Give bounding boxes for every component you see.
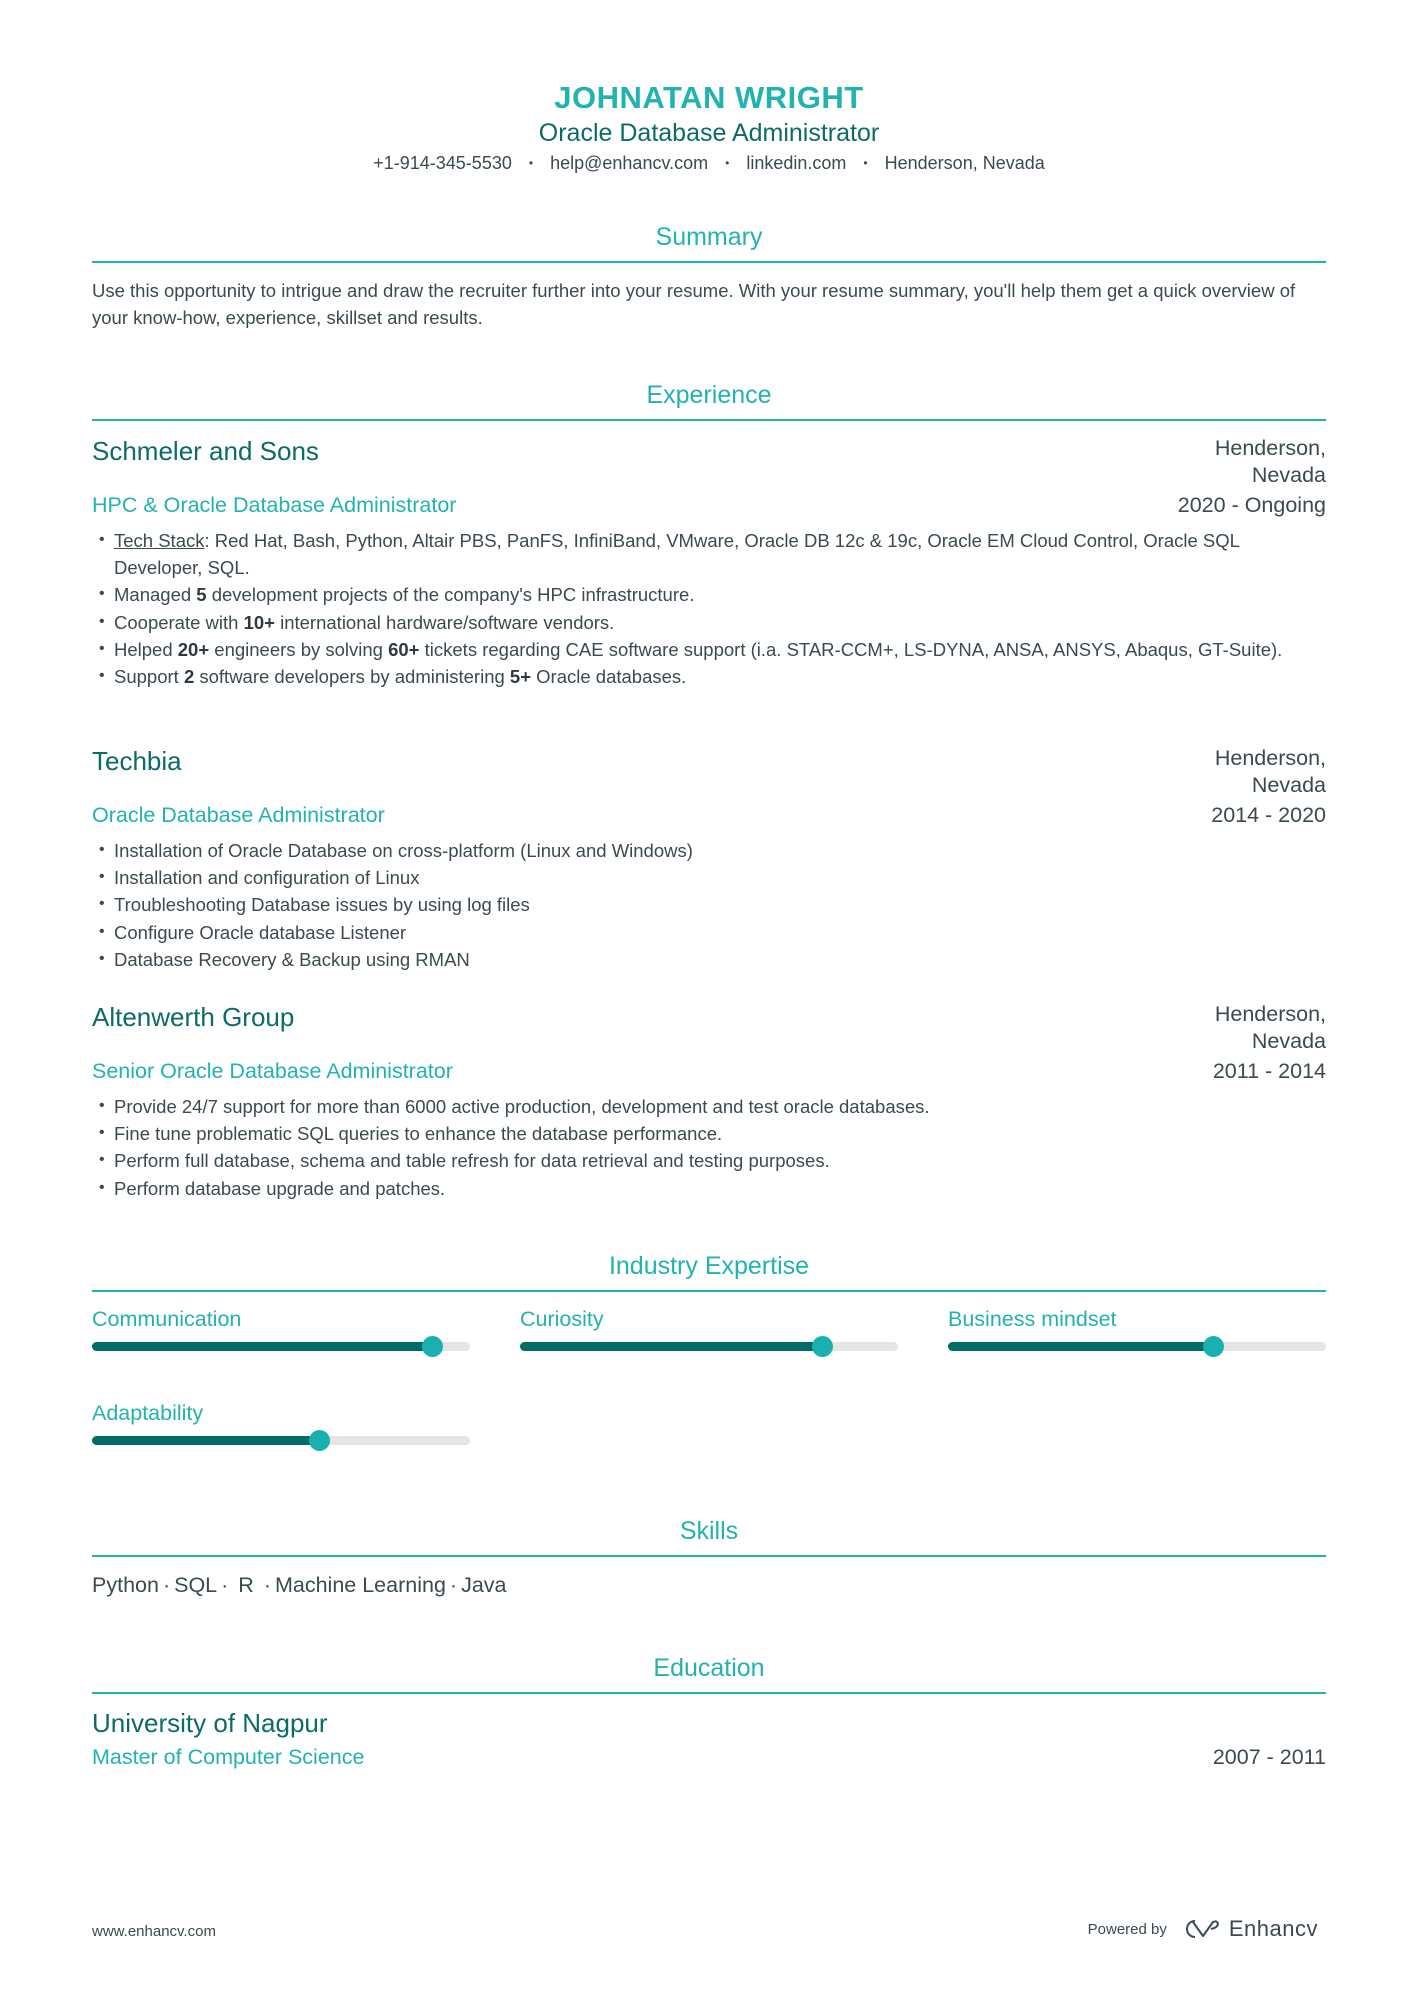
job-bullet: • Perform database upgrade and patches.	[92, 1175, 1326, 1202]
skill-tag: R	[238, 1573, 254, 1597]
job-bullet: • Perform full database, schema and table refresh for data retrieval and testing purposes.	[92, 1147, 1326, 1174]
section-divider	[92, 1555, 1326, 1557]
expertise-level-bar	[948, 1342, 1326, 1351]
job-entry	[92, 435, 1326, 688]
contact-separator: •	[528, 156, 534, 170]
enhancv-logo-text: Enhancv	[1228, 1916, 1318, 1941]
expertise-label: Business mindset	[948, 1307, 1117, 1331]
job-role: HPC & Oracle Database Administrator	[92, 493, 457, 517]
expertise-level-knob	[1203, 1336, 1224, 1357]
job-dates: 2020 - Ongoing	[1177, 493, 1326, 517]
skill-tag: Python	[92, 1573, 159, 1597]
company-name: Altenwerth Group	[92, 1002, 295, 1032]
candidate-name: JOHNATAN WRIGHT	[554, 80, 864, 115]
section-heading-experience: Experience	[646, 381, 772, 409]
job-dates: 2011 - 2014	[1212, 1059, 1326, 1083]
skill-separator: ·	[263, 1573, 271, 1597]
job-entry	[92, 745, 1326, 970]
job-location-line1: Henderson,	[1214, 746, 1326, 770]
section-divider	[92, 419, 1326, 421]
job-bullet: • Support 2 software developers by administering 5+ Oracle databases.	[92, 663, 1326, 690]
expertise-item	[92, 1399, 470, 1427]
education-dates: 2007 - 2011	[1212, 1745, 1326, 1769]
skill-separator: ·	[221, 1573, 229, 1597]
section-heading-education: Education	[653, 1654, 765, 1682]
expertise-level-knob	[309, 1430, 330, 1451]
expertise-level-knob	[812, 1336, 833, 1357]
footer-website-link[interactable]: www.enhancv.com	[92, 1923, 216, 1940]
job-entry	[92, 1001, 1326, 1199]
job-location-line2: Nevada	[1251, 773, 1326, 797]
expertise-level-fill	[92, 1436, 319, 1445]
job-dates: 2014 - 2020	[1211, 803, 1326, 827]
skill-tag: Java	[461, 1573, 507, 1597]
job-role: Senior Oracle Database Administrator	[92, 1059, 453, 1083]
expertise-level-bar	[92, 1342, 470, 1351]
skills-list	[92, 1571, 507, 1599]
job-bullet: • Troubleshooting Database issues by using log files	[92, 891, 1326, 918]
footer-branding	[1088, 1916, 1318, 1942]
job-location	[1166, 435, 1326, 489]
expertise-level-fill	[948, 1342, 1213, 1351]
expertise-level-bar	[92, 1436, 470, 1445]
job-location-line1: Henderson,	[1214, 1002, 1326, 1026]
job-bullet: • Tech Stack: Red Hat, Bash, Python, Altair PBS, PanFS, InfiniBand, VMware, Oracle DB 12c & 19c, Oracle EM Cloud Control, Oracle SQL Developer, SQL.	[92, 527, 1326, 581]
job-bullets	[92, 837, 1326, 973]
education-school: University of Nagpur	[92, 1708, 328, 1738]
job-location-line2: Nevada	[1251, 463, 1326, 487]
job-bullet: • Provide 24/7 support for more than 6000 active production, development and test oracle databases.	[92, 1093, 1326, 1120]
job-location-line1: Henderson,	[1214, 436, 1326, 460]
job-location-line2: Nevada	[1251, 1029, 1326, 1053]
resume-page	[92, 0, 1326, 1995]
skill-separator: ·	[162, 1573, 171, 1597]
job-bullet: • Fine tune problematic SQL queries to enhance the database performance.	[92, 1120, 1326, 1147]
job-bullet: • Helped 20+ engineers by solving 60+ tickets regarding CAE software support (i.a. STAR-CCM+, LS-DYNA, ANSA, ANSYS, Abaqus, GT-Suite).	[92, 636, 1326, 663]
skill-tag: SQL	[174, 1573, 218, 1597]
candidate-title: Oracle Database Administrator	[538, 119, 880, 147]
job-bullet: • Configure Oracle database Listener	[92, 919, 1326, 946]
enhancv-logo[interactable]	[1181, 1916, 1318, 1942]
education-degree: Master of Computer Science	[92, 1745, 365, 1769]
expertise-label: Curiosity	[520, 1307, 604, 1331]
contact-linkedin[interactable]: linkedin.com	[746, 153, 847, 173]
powered-by-label: Powered by	[1087, 1920, 1167, 1938]
skill-separator: ·	[449, 1573, 458, 1597]
job-bullet: • Installation of Oracle Database on cross-platform (Linux and Windows)	[92, 837, 1326, 864]
section-heading-summary: Summary	[655, 223, 763, 251]
job-bullet: • Installation and configuration of Linux	[92, 864, 1326, 891]
contact-separator: •	[863, 156, 868, 170]
job-bullets	[92, 1093, 1326, 1202]
contact-email[interactable]: help@enhancv.com	[550, 153, 709, 173]
job-bullet: • Database Recovery & Backup using RMAN	[92, 946, 1326, 973]
job-bullet: • Managed 5 development projects of the company's HPC infrastructure.	[92, 581, 1326, 608]
job-role: Oracle Database Administrator	[92, 803, 385, 827]
section-divider	[92, 261, 1326, 263]
contact-line	[92, 150, 1326, 176]
contact-separator: •	[725, 156, 730, 170]
job-bullets	[92, 527, 1326, 690]
expertise-label: Adaptability	[92, 1401, 204, 1425]
contact-location: Henderson, Nevada	[884, 153, 1045, 173]
expertise-level-fill	[520, 1342, 822, 1351]
expertise-label: Communication	[92, 1307, 242, 1331]
section-heading-skills: Skills	[679, 1517, 739, 1545]
job-location	[1166, 1001, 1326, 1055]
company-name: Schmeler and Sons	[92, 436, 319, 466]
expertise-level-knob	[422, 1336, 443, 1357]
enhancv-logo-icon	[1181, 1918, 1221, 1940]
company-name: Techbia	[92, 746, 182, 776]
contact-phone: +1-914-345-5530	[373, 153, 512, 173]
summary-text: Use this opportunity to intrigue and draw the recruiter further into your resume. With your resume summary, you'll help them get a quick overview of your know-how, experience, skillset and results.	[92, 280, 1296, 328]
skill-tag: Machine Learning	[274, 1573, 446, 1597]
resume-header	[92, 80, 1326, 176]
section-divider	[92, 1290, 1326, 1292]
section-heading-expertise: Industry Expertise	[608, 1252, 810, 1280]
expertise-item	[92, 1305, 470, 1333]
expertise-level-fill	[92, 1342, 432, 1351]
job-bullet: • Cooperate with 10+ international hardware/software vendors.	[92, 609, 1326, 636]
expertise-item	[948, 1305, 1326, 1333]
expertise-item	[520, 1305, 898, 1333]
section-divider	[92, 1692, 1326, 1694]
expertise-level-bar	[520, 1342, 898, 1351]
job-location	[1166, 745, 1326, 799]
